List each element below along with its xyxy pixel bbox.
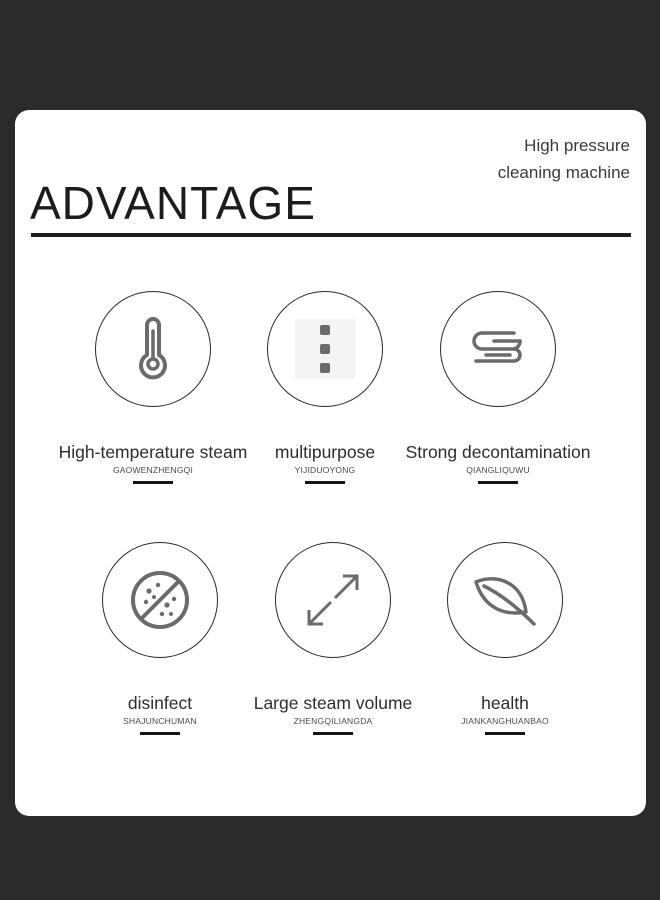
feature-circle — [275, 542, 391, 658]
feature-underline — [485, 732, 525, 735]
title-divider — [31, 233, 631, 237]
feature-label: Strong decontamination — [405, 442, 591, 462]
feature-health — [405, 542, 605, 735]
subtitle-line-2: cleaning machine — [497, 163, 630, 182]
subtitle-line-1: High pressure — [524, 136, 630, 155]
feature-underline — [478, 481, 518, 484]
feature-strong-decontamination — [398, 291, 598, 484]
feature-sublabel: SHAJUNCHUMAN — [123, 716, 197, 726]
feature-label: health — [481, 693, 529, 713]
feature-circle — [447, 542, 563, 658]
feature-sublabel: YIJIDUOYONG — [294, 465, 356, 475]
vertical-dots-icon — [295, 319, 355, 379]
page-title: ADVANTAGE — [30, 177, 316, 229]
feature-disinfect — [60, 542, 260, 735]
feature-circle — [267, 291, 383, 407]
feature-label: disinfect — [127, 693, 193, 713]
advantage-card — [15, 110, 646, 816]
feature-underline — [140, 732, 180, 735]
expand-arrows-icon — [305, 572, 361, 628]
feature-sublabel: GAOWENZHENGQI — [112, 465, 194, 475]
germ-forbidden-icon — [129, 569, 191, 631]
feature-sublabel: ZHENGQILIANGDA — [293, 716, 373, 726]
feature-multipurpose — [225, 291, 425, 484]
feature-sublabel: JIANKANGHUANBAO — [461, 716, 549, 726]
feature-high-temperature-steam — [53, 291, 253, 484]
feature-circle — [440, 291, 556, 407]
thermometer-icon — [133, 317, 173, 381]
feature-large-steam-volume — [233, 542, 433, 735]
feature-underline — [313, 732, 353, 735]
feature-underline — [133, 481, 173, 484]
feature-underline — [305, 481, 345, 484]
leaf-icon — [470, 572, 540, 628]
feature-sublabel: QIANGLIQUWU — [466, 465, 530, 475]
clip-swirl-icon — [470, 329, 526, 369]
feature-label: High-temperature steam — [58, 442, 248, 462]
feature-label: Large steam volume — [253, 693, 413, 713]
feature-label: multipurpose — [274, 442, 376, 462]
product-subtitle — [498, 132, 630, 186]
feature-circle — [102, 542, 218, 658]
feature-circle — [95, 291, 211, 407]
